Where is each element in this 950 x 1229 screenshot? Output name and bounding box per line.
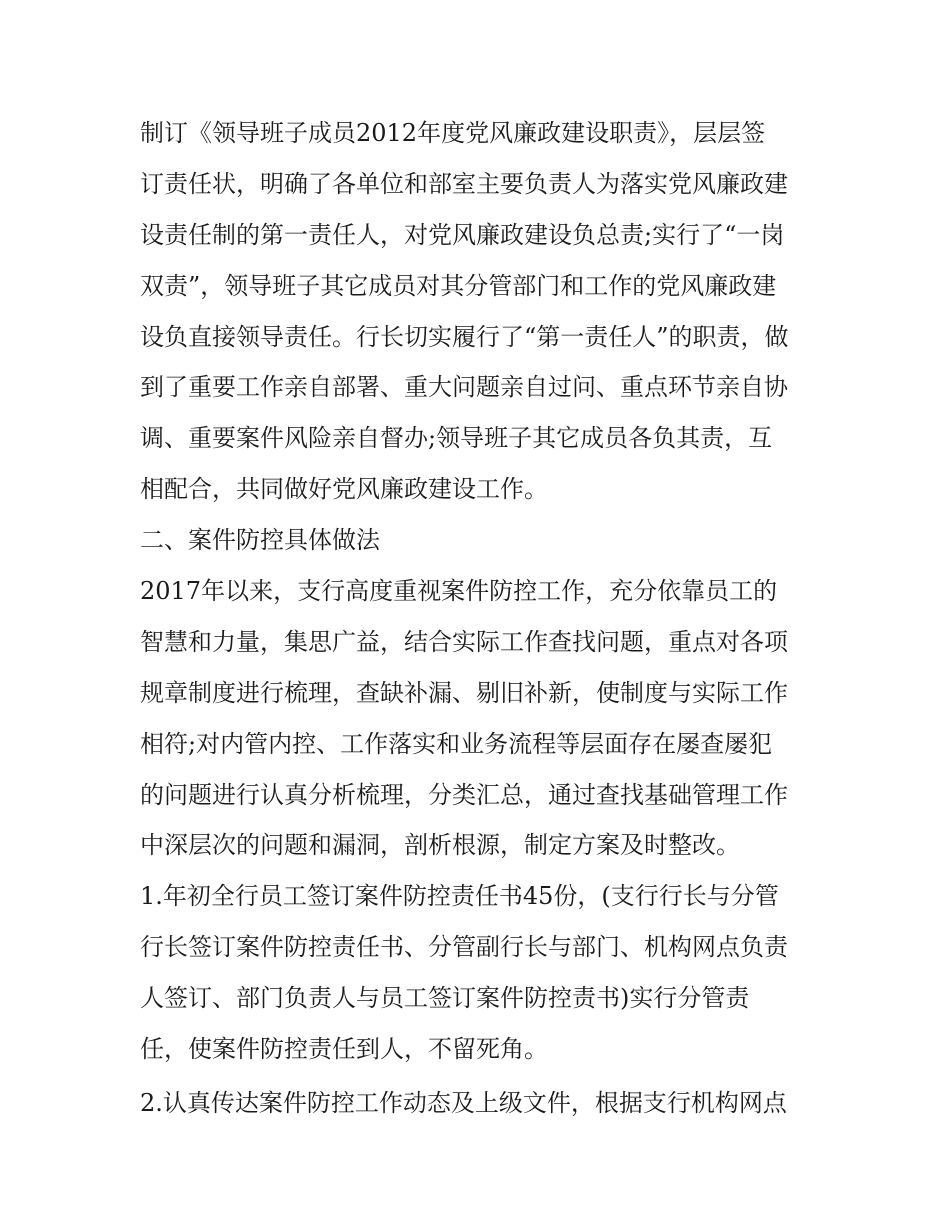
- body-text: [140, 108, 820, 1129]
- text-line: 智慧和力量，集思广益，结合实际工作查找问题，重点对各项: [140, 627, 788, 656]
- text-line: 设负直接领导责任。行长切实履行了“第一责任人”的职责，做: [140, 322, 789, 351]
- list-item-text: 行长签订案件防控责任书、分管副行长与部门、机构网点负责: [140, 933, 788, 962]
- text-line: 制订《领导班子成员2012年度党风廉政建设职责》，层层签: [140, 119, 766, 147]
- text-line: 订责任状，明确了各单位和部室主要负责人为落实党风廉政建: [140, 169, 788, 198]
- section-heading: 二、案件防控具体做法: [140, 526, 380, 555]
- text-line: 设责任制的第一责任人，对党风廉政建设负总责;实行了“一岗: [140, 220, 785, 249]
- text-line: 中深层次的问题和漏洞，剖析根源，制定方案及时整改。: [140, 831, 740, 860]
- text-line: 的问题进行认真分析梳理，分类汇总，通过查找基础管理工作: [140, 780, 788, 809]
- text-line: 双责”，领导班子其它成员对其分管部门和工作的党风廉政建: [140, 271, 777, 300]
- text-line: 2017年以来，支行高度重视案件防控工作，充分依靠员工的: [140, 577, 778, 606]
- text-line: 相配合，共同做好党风廉政建设工作。: [140, 475, 548, 504]
- list-item-text: 1.年初全行员工签订案件防控责任书45份，(支行行长与分管: [140, 882, 779, 911]
- list-item-text: 2.认真传达案件防控工作动态及上级文件，根据支行机构网点: [140, 1088, 787, 1117]
- list-item-text: 人签订、部门负责人与员工签订案件防控责书)实行分管责: [140, 984, 750, 1013]
- text-line: 到了重要工作亲自部署、重大问题亲自过问、重点环节亲自协: [140, 373, 788, 402]
- list-item-text: 任，使案件防控责任到人，不留死角。: [140, 1035, 548, 1064]
- text-line: 调、重要案件风险亲自督办;领导班子其它成员各负其责，互: [140, 424, 773, 453]
- text-line: 规章制度进行梳理，查缺补漏、剔旧补新，使制度与实际工作: [140, 678, 788, 707]
- text-line: 相符;对内管内控、工作落实和业务流程等层面存在屡查屡犯: [140, 729, 773, 758]
